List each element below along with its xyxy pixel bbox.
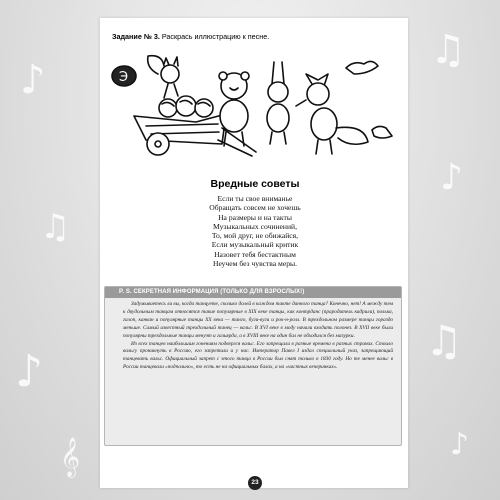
music-note-icon: ♪ [20,57,46,103]
music-note-icon: ♪ [15,346,44,397]
page-number: 23 [248,476,262,490]
secret-info-heading: P. S. СЕКРЕТНАЯ ИНФОРМАЦИЯ (ТОЛЬКО ДЛЯ ВЗРОСЛЫХ!) [105,287,401,298]
secret-info-body [123,301,393,372]
secret-paragraph: Из всех танцев наибольшим гонениям подвергся вальс. Его запрещали в разные времена в разных странах. Стоило вальсу проникнуть в Россию, его запретили и у нас. Император Павел I издал специальный указ, запрещающий танцевать вальс. Официальный запрет с этого танца в России был снят только в 1830 году. Но те менее вальс в России танцевали «подпольно», то есть не на официальных балах, а на «частных вечеринках». [123,340,393,371]
poem-line: Если музыкальный критик [211,240,299,250]
poem-text [190,194,320,268]
poem-title: Вредные советы [210,178,300,190]
secret-paragraph: Задумываетесь ли вы, когда танцуете, сколько долей в каждом такте данного танца? Конечно, нет! А между тем к двудольным танцам относятся такие популярные в XIX веке танцы, как контрданс (прародитель кадрили), полька, галоп, канкан и популярные танцы XX века — танго, буги-вуги и рок-н-ролл. В трехдольном размере танцы гораздо меньше. Самый известный трехдольный танец — вальс. В XVI веке в моду начали входить полонез. В XVII веке были популярны трехдольные танцы менуэт и гальярда, а в XVIII веке на один бал не обходился без мазурки. [123,301,393,339]
music-note-icon: ♫ [425,316,463,365]
task-instruction [112,32,402,41]
coloring-illustration [106,44,406,162]
treble-clef-icon: 𝄞 [60,437,81,477]
music-note-icon: ♪ [440,157,463,198]
music-note-icon: ♫ [430,27,466,73]
music-note-icon: ♫ [40,207,71,247]
poem-line: Назовет тебя бестактным [214,249,296,259]
poem-line: Неучем без чувства меры. [212,259,298,269]
task-label: Задание № 3. [112,32,160,41]
poem-line: Если ты свое вниманье [217,194,293,203]
poem-line: Музыкальных сочинений, [213,221,297,231]
task-text: Раскрась иллюстрацию к песне. [161,32,270,41]
poem-line: То, мой друг, не обижайся, [211,231,299,241]
secret-info-box [104,286,402,446]
music-note-icon: ♪ [450,427,470,462]
poem-line: Обращать совсем не хочешь [209,203,301,213]
svg-text:Э: Э [119,70,129,85]
poem-line: На размеры и на такты [218,212,292,222]
